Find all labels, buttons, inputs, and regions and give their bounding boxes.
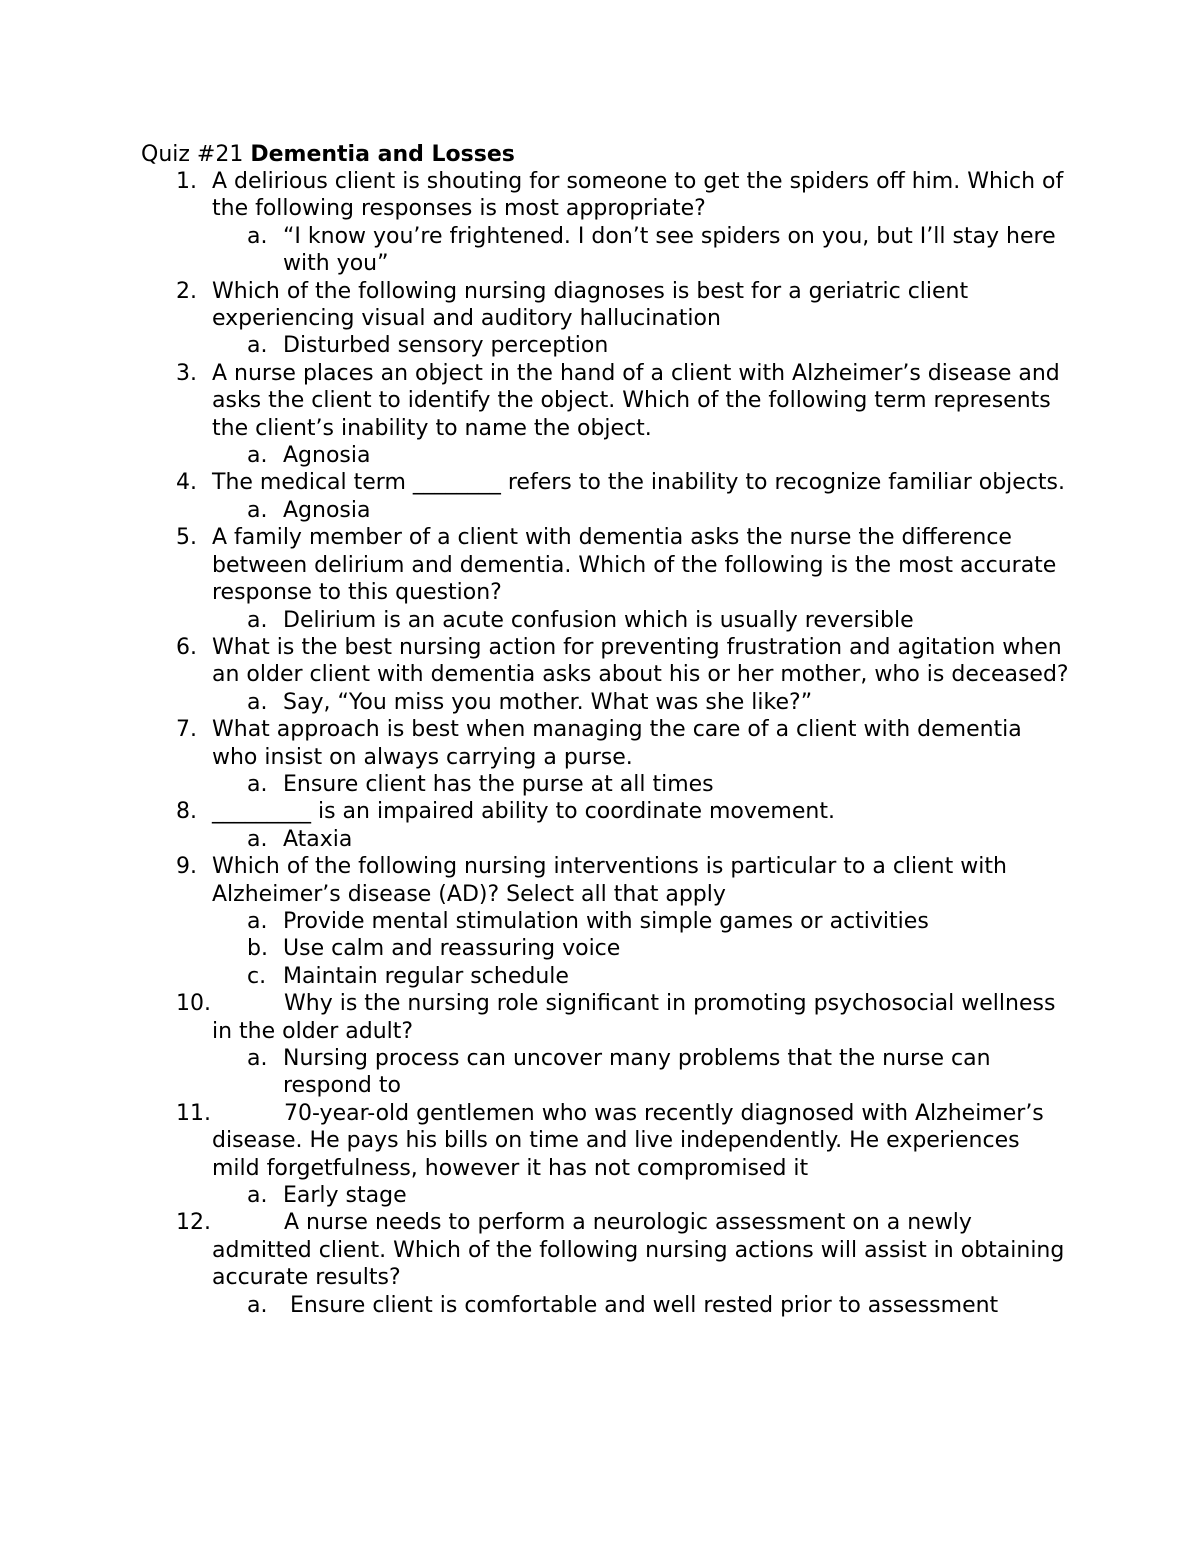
answer-text: Ensure client has the purse at all times [283,771,714,797]
question-number: 10. [176,991,211,1017]
answer-text: Maintain regular schedule [283,963,569,989]
question-item [0,634,1200,689]
question-item [0,1209,1200,1291]
answer-text: Delirium is an acute confusion which is usually reversible [283,607,914,633]
answer-label: c. [247,963,267,989]
answer-label: a. [247,497,268,523]
question-number: 8. [176,799,197,825]
question-item [0,853,1200,908]
answer-text: Say, “You miss you mother. What was she like?” [283,689,813,715]
question-number: 9. [176,854,197,880]
answer-item [0,1292,1200,1319]
question-list [0,168,1200,1319]
answer-text: Ensure client is comfortable and well rested prior to assessment [290,1292,999,1318]
answer-item [0,963,1200,990]
answer-label: a. [247,908,268,934]
answer-label: a. [247,1183,268,1209]
quiz-title [141,141,515,168]
question-number: 6. [176,634,197,660]
answer-item [0,442,1200,469]
question-text: A nurse places an object in the hand of a client with Alzheimer’s disease and asks the client to identify the object. Which of the following term represents the client’s inability to name the object. [212,360,1060,441]
question-number: 4. [176,470,197,496]
answer-item [0,826,1200,853]
question-item [0,524,1200,606]
answer-item [0,1182,1200,1209]
question-item [0,469,1200,496]
question-text: A delirious client is shouting for someone to get the spiders off him. Which of the following responses is most appropriate? [212,169,1064,222]
answer-text: Use calm and reassuring voice [283,936,621,962]
question-number: 5. [176,525,197,551]
answer-label: a. [247,1292,268,1318]
answer-label: a. [247,826,268,852]
answer-text: “I know you’re frightened. I don’t see spiders on you, but I’ll stay here with you” [283,223,1056,277]
answer-item [0,935,1200,962]
answer-item [0,771,1200,798]
question-text: What is the best nursing action for preventing frustration and agitation when an older client with dementia asks about his or her mother, who is deceased? [212,634,1069,688]
answer-label: a. [247,1046,268,1071]
answer-item [0,332,1200,359]
question-number: 7. [176,717,197,743]
answer-item [0,1045,1200,1100]
quiz-heading: Dementia and Losses [250,142,515,167]
answer-label: a. [247,223,268,249]
question-text: The medical term ________ refers to the inability to recognize familiar objects. [212,470,1065,496]
answer-label: a. [247,689,268,715]
answer-label: a. [247,443,268,469]
question-text: A nurse needs to perform a neurologic assessment on a newly admitted client. Which of the following nursing actions will assist in obtaining accurate results? [212,1210,1065,1291]
answer-item [0,497,1200,524]
answer-label: a. [247,333,268,359]
question-text: What approach is best when managing the care of a client with dementia who insist on always carrying a purse. [212,717,1022,770]
answer-text: Agnosia [283,497,371,523]
answer-label: a. [247,771,268,797]
answer-item [0,908,1200,935]
answer-text: Nursing process can uncover many problems that the nurse can respond to [283,1046,991,1099]
question-item [0,798,1200,825]
answer-text: Early stage [283,1183,407,1209]
answer-item [0,607,1200,634]
question-number: 3. [176,360,197,386]
question-item [0,360,1200,442]
question-text: _________ is an impaired ability to coordinate movement. [212,799,835,825]
question-number: 12. [176,1210,211,1236]
question-number: 1. [176,169,197,194]
question-number: 2. [176,278,197,304]
answer-label: b. [247,936,268,962]
question-item [0,278,1200,333]
answer-item [0,689,1200,716]
question-item [0,716,1200,771]
question-item [0,990,1200,1045]
question-number: 11. [176,1100,211,1126]
answer-text: Agnosia [283,443,371,469]
answer-item [0,223,1200,278]
answer-text: Disturbed sensory perception [283,333,609,359]
answer-text: Ataxia [283,826,353,852]
question-item [0,168,1200,223]
question-text: Which of the following nursing interventions is particular to a client with Alzheimer’s disease (AD)? Select all that apply [212,854,1007,907]
question-text: Why is the nursing role significant in promoting psychosocial wellness in the older adult? [212,991,1056,1044]
answer-text: Provide mental stimulation with simple games or activities [283,908,929,934]
question-text: Which of the following nursing diagnoses is best for a geriatric client experiencing visual and auditory hallucination [212,278,969,332]
quiz-label: Quiz #21 [141,142,244,167]
question-text: A family member of a client with dementia asks the nurse the difference between delirium and dementia. Which of the following is the most accurate response to this question? [212,525,1057,606]
answer-label: a. [247,607,268,633]
question-text: 70-year-old gentlemen who was recently diagnosed with Alzheimer’s disease. He pays his bills on time and live independently. He experiences mild forgetfulness, however it has not compromised it [212,1100,1044,1181]
question-item [0,1100,1200,1182]
